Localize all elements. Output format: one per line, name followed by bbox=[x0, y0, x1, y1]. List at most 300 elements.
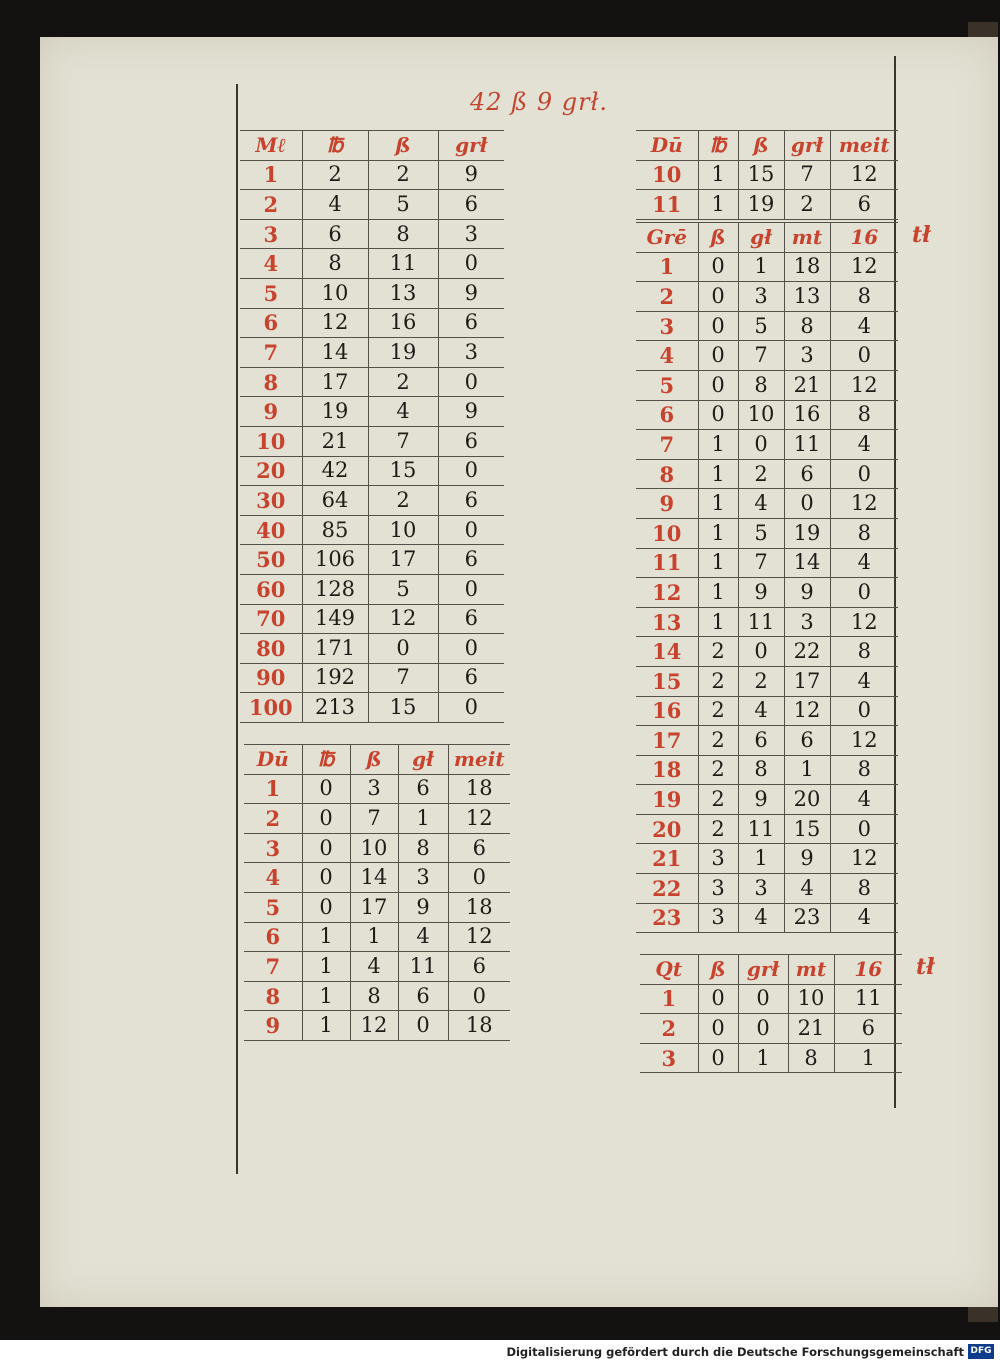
value-cell: 0 bbox=[698, 282, 738, 312]
column-header: Grē bbox=[636, 223, 698, 253]
table-row bbox=[240, 190, 504, 220]
value-cell: 0 bbox=[302, 774, 350, 804]
value-cell: 4 bbox=[350, 952, 398, 982]
table-row bbox=[636, 578, 898, 608]
value-cell: 8 bbox=[830, 400, 898, 430]
table-row bbox=[636, 607, 898, 637]
column-header: meit bbox=[448, 745, 510, 775]
row-index-cell: 2 bbox=[636, 282, 698, 312]
value-cell: 7 bbox=[738, 548, 784, 578]
value-cell: 3 bbox=[398, 863, 448, 893]
row-index-cell: 9 bbox=[240, 397, 302, 427]
table-row bbox=[636, 489, 898, 519]
value-cell: 11 bbox=[834, 984, 902, 1014]
value-cell: 11 bbox=[398, 952, 448, 982]
value-cell: 5 bbox=[738, 518, 784, 548]
value-cell: 11 bbox=[738, 814, 784, 844]
column-header: ß bbox=[368, 131, 438, 161]
value-cell: 7 bbox=[368, 426, 438, 456]
row-index-cell: 18 bbox=[636, 755, 698, 785]
value-cell: 2 bbox=[738, 459, 784, 489]
value-cell: 14 bbox=[784, 548, 830, 578]
value-cell: 9 bbox=[784, 578, 830, 608]
row-index-cell: 20 bbox=[240, 456, 302, 486]
value-cell: 5 bbox=[368, 190, 438, 220]
column-header: ß bbox=[698, 955, 738, 985]
table-marks bbox=[240, 130, 504, 723]
value-cell: 14 bbox=[302, 338, 368, 368]
row-index-cell: 12 bbox=[636, 578, 698, 608]
value-cell: 6 bbox=[438, 190, 504, 220]
table-row bbox=[640, 1014, 902, 1044]
column-header: grł bbox=[438, 131, 504, 161]
table-row bbox=[636, 190, 898, 220]
value-cell: 0 bbox=[438, 693, 504, 723]
table-row bbox=[640, 984, 902, 1014]
value-cell: 8 bbox=[830, 874, 898, 904]
value-cell: 1 bbox=[698, 160, 738, 190]
value-cell: 0 bbox=[448, 981, 510, 1011]
value-cell: 8 bbox=[830, 518, 898, 548]
row-index-cell: 4 bbox=[240, 249, 302, 279]
table-row bbox=[244, 863, 510, 893]
row-index-cell: 10 bbox=[240, 426, 302, 456]
table-row bbox=[636, 666, 898, 696]
table-row bbox=[244, 774, 510, 804]
value-cell: 12 bbox=[784, 696, 830, 726]
value-cell: 6 bbox=[398, 981, 448, 1011]
value-cell: 18 bbox=[448, 1011, 510, 1041]
value-cell: 4 bbox=[830, 903, 898, 933]
value-cell: 0 bbox=[698, 984, 738, 1014]
value-cell: 9 bbox=[438, 278, 504, 308]
value-cell: 8 bbox=[830, 637, 898, 667]
value-cell: 2 bbox=[302, 160, 368, 190]
left-margin-rule bbox=[236, 84, 238, 1174]
value-cell: 2 bbox=[698, 814, 738, 844]
table-row bbox=[240, 545, 504, 575]
table-row bbox=[240, 634, 504, 664]
table-groschen bbox=[636, 222, 898, 933]
table-row bbox=[240, 397, 504, 427]
value-cell: 18 bbox=[784, 252, 830, 282]
value-cell: 9 bbox=[738, 578, 784, 608]
value-cell: 0 bbox=[738, 984, 788, 1014]
value-cell: 9 bbox=[438, 160, 504, 190]
value-cell: 12 bbox=[830, 726, 898, 756]
table-row bbox=[240, 604, 504, 634]
value-cell: 12 bbox=[448, 804, 510, 834]
column-header: Mℓ bbox=[240, 131, 302, 161]
column-header: gł bbox=[398, 745, 448, 775]
dfg-logo bbox=[968, 1344, 994, 1359]
value-cell: 6 bbox=[448, 833, 510, 863]
value-cell: 2 bbox=[784, 190, 830, 220]
value-cell: 4 bbox=[398, 922, 448, 952]
table-row bbox=[244, 981, 510, 1011]
value-cell: 17 bbox=[368, 545, 438, 575]
table-denarii-continued bbox=[636, 130, 898, 220]
value-cell: 0 bbox=[698, 1043, 738, 1073]
column-header: ℔ bbox=[302, 745, 350, 775]
value-cell: 15 bbox=[784, 814, 830, 844]
row-index-cell: 17 bbox=[636, 726, 698, 756]
row-index-cell: 1 bbox=[244, 774, 302, 804]
row-index-cell: 2 bbox=[244, 804, 302, 834]
row-index-cell: 60 bbox=[240, 574, 302, 604]
value-cell: 9 bbox=[438, 397, 504, 427]
table-row bbox=[240, 367, 504, 397]
value-cell: 4 bbox=[738, 696, 784, 726]
table-row bbox=[240, 693, 504, 723]
value-cell: 5 bbox=[368, 574, 438, 604]
value-cell: 8 bbox=[398, 833, 448, 863]
value-cell: 6 bbox=[784, 726, 830, 756]
value-cell: 17 bbox=[302, 367, 368, 397]
value-cell: 0 bbox=[302, 804, 350, 834]
value-cell: 19 bbox=[784, 518, 830, 548]
value-cell: 2 bbox=[698, 696, 738, 726]
value-cell: 20 bbox=[784, 785, 830, 815]
value-cell: 2 bbox=[698, 755, 738, 785]
value-cell: 3 bbox=[438, 219, 504, 249]
row-index-cell: 30 bbox=[240, 486, 302, 516]
value-cell: 8 bbox=[350, 981, 398, 1011]
value-cell: 12 bbox=[368, 604, 438, 634]
row-index-cell: 90 bbox=[240, 663, 302, 693]
value-cell: 17 bbox=[350, 892, 398, 922]
value-cell: 106 bbox=[302, 545, 368, 575]
value-cell: 12 bbox=[302, 308, 368, 338]
value-cell: 6 bbox=[438, 308, 504, 338]
value-cell: 0 bbox=[698, 1014, 738, 1044]
value-cell: 0 bbox=[698, 400, 738, 430]
value-cell: 13 bbox=[368, 278, 438, 308]
value-cell: 0 bbox=[398, 1011, 448, 1041]
row-index-cell: 6 bbox=[244, 922, 302, 952]
dfg-logo-text: DFG bbox=[970, 1346, 992, 1356]
value-cell: 192 bbox=[302, 663, 368, 693]
table-denarii bbox=[244, 744, 510, 1041]
value-cell: 11 bbox=[368, 249, 438, 279]
row-index-cell: 7 bbox=[240, 338, 302, 368]
value-cell: 17 bbox=[784, 666, 830, 696]
table-row bbox=[636, 874, 898, 904]
column-header: Dū bbox=[636, 131, 698, 161]
row-index-cell: 21 bbox=[636, 844, 698, 874]
value-cell: 2 bbox=[698, 785, 738, 815]
value-cell: 1 bbox=[698, 459, 738, 489]
value-cell: 18 bbox=[448, 892, 510, 922]
value-cell: 1 bbox=[398, 804, 448, 834]
row-index-cell: 20 bbox=[636, 814, 698, 844]
value-cell: 1 bbox=[698, 430, 738, 460]
value-cell: 7 bbox=[784, 160, 830, 190]
row-index-cell: 8 bbox=[636, 459, 698, 489]
row-index-cell: 5 bbox=[244, 892, 302, 922]
value-cell: 19 bbox=[368, 338, 438, 368]
value-cell: 10 bbox=[738, 400, 784, 430]
value-cell: 13 bbox=[784, 282, 830, 312]
row-index-cell: 22 bbox=[636, 874, 698, 904]
table-row bbox=[240, 249, 504, 279]
column-header: meit bbox=[830, 131, 898, 161]
value-cell: 10 bbox=[350, 833, 398, 863]
value-cell: 21 bbox=[784, 370, 830, 400]
column-header: ℔ bbox=[302, 131, 368, 161]
value-cell: 6 bbox=[398, 774, 448, 804]
value-cell: 6 bbox=[438, 663, 504, 693]
value-cell: 1 bbox=[698, 489, 738, 519]
value-cell: 0 bbox=[438, 515, 504, 545]
value-cell: 12 bbox=[830, 252, 898, 282]
row-index-cell: 50 bbox=[240, 545, 302, 575]
value-cell: 11 bbox=[738, 607, 784, 637]
table-row bbox=[636, 548, 898, 578]
value-cell: 149 bbox=[302, 604, 368, 634]
row-index-cell: 3 bbox=[240, 219, 302, 249]
groschen-side-label: tł bbox=[912, 222, 931, 248]
page-header bbox=[470, 86, 660, 126]
value-cell: 8 bbox=[830, 755, 898, 785]
table-row bbox=[636, 903, 898, 933]
value-cell: 213 bbox=[302, 693, 368, 723]
value-cell: 0 bbox=[438, 456, 504, 486]
column-header: Qt bbox=[640, 955, 698, 985]
value-cell: 6 bbox=[448, 952, 510, 982]
row-index-cell: 1 bbox=[636, 252, 698, 282]
row-index-cell: 11 bbox=[636, 548, 698, 578]
row-index-cell: 4 bbox=[244, 863, 302, 893]
table-row bbox=[244, 922, 510, 952]
value-cell: 1 bbox=[834, 1043, 902, 1073]
table-row bbox=[636, 814, 898, 844]
header-row bbox=[636, 223, 898, 253]
value-cell: 5 bbox=[738, 311, 784, 341]
row-index-cell: 7 bbox=[636, 430, 698, 460]
value-cell: 2 bbox=[698, 637, 738, 667]
value-cell: 1 bbox=[350, 922, 398, 952]
header-row bbox=[244, 745, 510, 775]
value-cell: 4 bbox=[738, 489, 784, 519]
table-row bbox=[240, 663, 504, 693]
value-cell: 4 bbox=[302, 190, 368, 220]
table-row bbox=[636, 844, 898, 874]
column-header: ß bbox=[350, 745, 398, 775]
table-row bbox=[640, 1043, 902, 1073]
row-index-cell: 11 bbox=[636, 190, 698, 220]
value-cell: 6 bbox=[834, 1014, 902, 1044]
value-cell: 0 bbox=[830, 696, 898, 726]
value-cell: 64 bbox=[302, 486, 368, 516]
value-cell: 8 bbox=[738, 370, 784, 400]
value-cell: 1 bbox=[738, 1043, 788, 1073]
value-cell: 1 bbox=[698, 607, 738, 637]
value-cell: 171 bbox=[302, 634, 368, 664]
column-header: 16 bbox=[834, 955, 902, 985]
row-index-cell: 5 bbox=[636, 370, 698, 400]
value-cell: 2 bbox=[368, 367, 438, 397]
table-row bbox=[636, 726, 898, 756]
value-cell: 4 bbox=[830, 311, 898, 341]
table-row bbox=[636, 252, 898, 282]
value-cell: 12 bbox=[830, 370, 898, 400]
value-cell: 1 bbox=[302, 922, 350, 952]
value-cell: 2 bbox=[698, 726, 738, 756]
value-cell: 0 bbox=[738, 430, 784, 460]
value-cell: 10 bbox=[302, 278, 368, 308]
table-row bbox=[636, 400, 898, 430]
value-cell: 11 bbox=[784, 430, 830, 460]
row-index-cell: 9 bbox=[636, 489, 698, 519]
table-row bbox=[240, 308, 504, 338]
value-cell: 8 bbox=[784, 311, 830, 341]
table-quarter bbox=[640, 954, 902, 1073]
table-row bbox=[240, 338, 504, 368]
value-cell: 12 bbox=[350, 1011, 398, 1041]
value-cell: 22 bbox=[784, 637, 830, 667]
value-cell: 7 bbox=[738, 341, 784, 371]
value-cell: 3 bbox=[698, 903, 738, 933]
value-cell: 12 bbox=[830, 160, 898, 190]
column-header: grł bbox=[784, 131, 830, 161]
value-cell: 0 bbox=[738, 1014, 788, 1044]
value-cell: 0 bbox=[438, 574, 504, 604]
table-row bbox=[240, 515, 504, 545]
value-cell: 12 bbox=[830, 607, 898, 637]
value-cell: 42 bbox=[302, 456, 368, 486]
table-row bbox=[636, 282, 898, 312]
value-cell: 3 bbox=[350, 774, 398, 804]
value-cell: 3 bbox=[698, 844, 738, 874]
value-cell: 0 bbox=[438, 634, 504, 664]
row-index-cell: 10 bbox=[636, 160, 698, 190]
value-cell: 4 bbox=[784, 874, 830, 904]
table-row bbox=[240, 456, 504, 486]
row-index-cell: 2 bbox=[240, 190, 302, 220]
table-row bbox=[636, 696, 898, 726]
value-cell: 0 bbox=[698, 311, 738, 341]
value-cell: 0 bbox=[698, 370, 738, 400]
table-row bbox=[240, 426, 504, 456]
value-cell: 1 bbox=[698, 578, 738, 608]
row-index-cell: 14 bbox=[636, 637, 698, 667]
header-text: 42 ß 9 grł. bbox=[470, 88, 608, 116]
row-index-cell: 19 bbox=[636, 785, 698, 815]
value-cell: 0 bbox=[830, 459, 898, 489]
row-index-cell: 16 bbox=[636, 696, 698, 726]
row-index-cell: 3 bbox=[244, 833, 302, 863]
row-index-cell: 13 bbox=[636, 607, 698, 637]
value-cell: 0 bbox=[368, 634, 438, 664]
row-index-cell: 8 bbox=[240, 367, 302, 397]
column-header: grł bbox=[738, 955, 788, 985]
value-cell: 0 bbox=[438, 367, 504, 397]
value-cell: 16 bbox=[368, 308, 438, 338]
row-index-cell: 70 bbox=[240, 604, 302, 634]
quarter-side-label: tł bbox=[916, 954, 935, 980]
column-header: 16 bbox=[830, 223, 898, 253]
value-cell: 12 bbox=[448, 922, 510, 952]
value-cell: 4 bbox=[830, 666, 898, 696]
row-index-cell: 5 bbox=[240, 278, 302, 308]
value-cell: 6 bbox=[302, 219, 368, 249]
value-cell: 3 bbox=[438, 338, 504, 368]
value-cell: 1 bbox=[698, 190, 738, 220]
value-cell: 0 bbox=[438, 249, 504, 279]
value-cell: 8 bbox=[738, 755, 784, 785]
value-cell: 19 bbox=[738, 190, 784, 220]
table-row bbox=[636, 518, 898, 548]
table-row bbox=[636, 755, 898, 785]
value-cell: 1 bbox=[302, 952, 350, 982]
value-cell: 6 bbox=[438, 545, 504, 575]
value-cell: 3 bbox=[738, 874, 784, 904]
value-cell: 15 bbox=[368, 693, 438, 723]
row-index-cell: 80 bbox=[240, 634, 302, 664]
value-cell: 0 bbox=[830, 341, 898, 371]
value-cell: 0 bbox=[830, 814, 898, 844]
value-cell: 15 bbox=[368, 456, 438, 486]
value-cell: 1 bbox=[698, 518, 738, 548]
value-cell: 9 bbox=[784, 844, 830, 874]
header-row bbox=[636, 131, 898, 161]
funding-credit: Digitalisierung gefördert durch die Deutsche Forschungsgemeinschaft bbox=[506, 1345, 964, 1359]
value-cell: 2 bbox=[698, 666, 738, 696]
table-row bbox=[240, 160, 504, 190]
value-cell: 9 bbox=[738, 785, 784, 815]
table-row bbox=[240, 574, 504, 604]
column-header: mt bbox=[788, 955, 834, 985]
table-row bbox=[636, 785, 898, 815]
table-row bbox=[636, 459, 898, 489]
value-cell: 6 bbox=[438, 604, 504, 634]
value-cell: 2 bbox=[738, 666, 784, 696]
value-cell: 2 bbox=[368, 486, 438, 516]
value-cell: 0 bbox=[830, 578, 898, 608]
row-index-cell: 4 bbox=[636, 341, 698, 371]
value-cell: 10 bbox=[788, 984, 834, 1014]
value-cell: 0 bbox=[448, 863, 510, 893]
row-index-cell: 23 bbox=[636, 903, 698, 933]
row-index-cell: 1 bbox=[240, 160, 302, 190]
value-cell: 4 bbox=[830, 430, 898, 460]
value-cell: 128 bbox=[302, 574, 368, 604]
table-row bbox=[636, 160, 898, 190]
value-cell: 6 bbox=[830, 190, 898, 220]
table-row bbox=[244, 892, 510, 922]
table-row bbox=[636, 430, 898, 460]
table-row bbox=[244, 1011, 510, 1041]
row-index-cell: 3 bbox=[640, 1043, 698, 1073]
table-row bbox=[244, 952, 510, 982]
row-index-cell: 8 bbox=[244, 981, 302, 1011]
value-cell: 8 bbox=[788, 1043, 834, 1073]
column-header: ß bbox=[738, 131, 784, 161]
value-cell: 6 bbox=[738, 726, 784, 756]
header-row bbox=[640, 955, 902, 985]
row-index-cell: 9 bbox=[244, 1011, 302, 1041]
value-cell: 15 bbox=[738, 160, 784, 190]
value-cell: 3 bbox=[784, 607, 830, 637]
row-index-cell: 2 bbox=[640, 1014, 698, 1044]
value-cell: 10 bbox=[368, 515, 438, 545]
value-cell: 4 bbox=[368, 397, 438, 427]
value-cell: 0 bbox=[302, 833, 350, 863]
row-index-cell: 7 bbox=[244, 952, 302, 982]
value-cell: 0 bbox=[784, 489, 830, 519]
value-cell: 4 bbox=[830, 785, 898, 815]
